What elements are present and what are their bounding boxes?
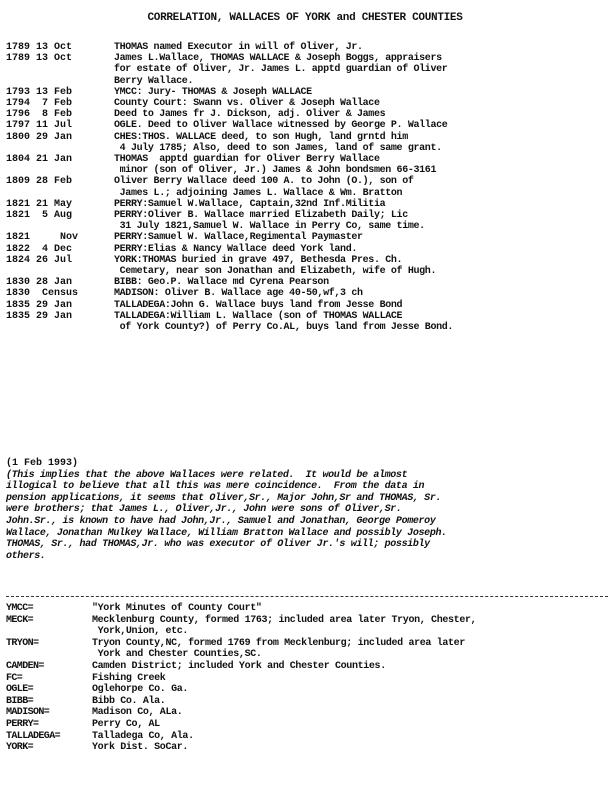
entry-date: 1789 13 Oct xyxy=(6,42,73,53)
abbreviation-row xyxy=(6,603,610,615)
abbreviation-meaning: Fishing Creek xyxy=(92,672,166,684)
document-title: CORRELATION, WALLACES OF YORK and CHESTER COUNTIES xyxy=(147,12,463,24)
chronology-entry xyxy=(6,244,606,255)
abbreviation-meaning: Madison Co, ALa. xyxy=(92,707,183,719)
entry-date: 1804 21 Jan xyxy=(6,154,73,166)
entry-text: TALLADEGA:William L. Wallace (son of THOMAS WALLACE of York County?) of Perry Co.AL, buys land from Jesse Bond. xyxy=(114,310,454,334)
entry-text: YORK:THOMAS buried in grave 497, Bethesda Pres. Ch. Cemetary, near son Jonathan and Elizabeth, wife of Hugh. xyxy=(114,254,437,278)
abbreviation-row xyxy=(6,673,610,685)
entry-date: 1824 26 Jul xyxy=(6,254,73,266)
entry-text: PERRY:Oliver B. Wallace married Elizabeth Daily; Lic 31 July 1821,Samuel W. Wallace in Perry Co, same time. xyxy=(114,210,425,233)
entry-date: 1821 5 Aug xyxy=(6,210,73,222)
chronology-entry xyxy=(6,120,606,131)
entry-text: BIBB: Geo.P. Wallace md Cyrena Pearson xyxy=(114,277,329,289)
chronology-entry xyxy=(6,311,606,333)
abbreviation-term: PERRY= xyxy=(6,718,39,730)
abbreviation-meaning: Perry Co, AL xyxy=(92,718,160,730)
chronology-entry xyxy=(6,288,606,299)
abbreviation-term: TRYON= xyxy=(6,637,39,649)
abbreviation-term: YMCC= xyxy=(6,603,34,614)
entry-text: THOMAS apptd guardian for Oliver Berry Wallace minor (son of Oliver, Jr.) James & John bondsmen 66-3161 xyxy=(114,154,437,177)
chronology-entry xyxy=(6,53,606,87)
entry-date: 1793 13 Feb xyxy=(6,86,73,98)
entry-text: MADISON: Oliver B. Wallace age 40-50,wf,3 ch xyxy=(114,288,363,300)
abbreviation-row xyxy=(6,742,610,754)
note-date: (1 Feb 1993) xyxy=(6,458,79,469)
entry-text: Deed to James fr J. Dickson, adj. Oliver & James xyxy=(114,109,386,121)
entry-date: 1796 8 Feb xyxy=(6,109,73,121)
abbreviation-row xyxy=(6,661,610,673)
abbreviation-row xyxy=(6,719,610,731)
abbreviation-term: FC= xyxy=(6,672,23,684)
abbreviation-meaning: York Dist. SoCar. xyxy=(92,742,189,754)
entry-date: 1809 28 Feb xyxy=(6,176,73,188)
entry-date: 1794 7 Feb xyxy=(6,98,73,110)
entry-date: 1830 28 Jan xyxy=(6,277,73,289)
abbreviation-meaning: Tryon County,NC, formed 1769 from Mecklenburg; included area later York and Chester Counties,SC. xyxy=(92,637,465,661)
section-divider xyxy=(6,596,608,597)
entry-text: YMCC: Jury- THOMAS & Joseph WALLACE xyxy=(114,86,312,98)
entry-text: County Court: Swann vs. Oliver & Joseph Wallace xyxy=(114,98,380,110)
entry-text: PERRY:Elias & Nancy Wallace deed York land. xyxy=(114,243,357,255)
chronology-entry xyxy=(6,42,606,53)
entry-text: Oliver Berry Wallace deed 100 A. to John (O.), son of James L.; adjoining James L. Wallace & Wm. Bratton xyxy=(114,176,414,199)
abbreviation-meaning: Talladega Co, Ala. xyxy=(92,730,194,742)
note-body: (This implies that the above Wallaces were related. It would be almost illogical to believe that all this was mere coincidence. From the data in pension applications, it seems that Oliver,Sr., Major John,Sr and THOMAS, Sr. were brothers; that James L., Oliver,Jr., John were sons of Oliver,Sr. John.Sr., is known to have had John,Jr., Samuel and Jonathan, George Pomeroy Wallace, Jonathan Mulkey Wallace, William Bratton Wallace and possibly Joseph. THOMAS, Sr., had THOMAS,Jr. who was executor of Oliver Jr.'s will; possibly others. xyxy=(6,469,447,562)
chronology-entry xyxy=(6,199,606,210)
abbreviation-meaning: Oglehorpe Co. Ga. xyxy=(92,684,189,696)
entry-text: THOMAS named Executor in will of Oliver, Jr. xyxy=(114,42,363,53)
entry-text: TALLADEGA:John G. Wallace buys land from Jesse Bond xyxy=(114,299,403,311)
entry-text: PERRY:Samuel W.Wallace, Captain,32nd Inf.Militia xyxy=(114,198,386,210)
abbreviation-row xyxy=(6,615,610,638)
chronology-entry xyxy=(6,210,606,232)
abbreviation-meaning: Bibb Co. Ala. xyxy=(92,695,166,707)
chronology-entry xyxy=(6,255,606,277)
entry-date: 1830 Census xyxy=(6,288,79,300)
entry-text: James L.Wallace, THOMAS WALLACE & Joseph Boggs, appraisers for estate of Oliver, Jr. James L. apptd guardian of Oliver Berry Wallace. xyxy=(114,53,448,87)
chronology-entry xyxy=(6,176,606,198)
abbreviation-meaning: "York Minutes of County Court" xyxy=(92,603,262,614)
entry-date: 1822 4 Dec xyxy=(6,243,73,255)
abbreviation-row xyxy=(6,731,610,743)
chronology-list xyxy=(6,42,606,333)
entry-date: 1821 Nov xyxy=(6,232,79,244)
chronology-entry xyxy=(6,132,606,154)
entry-date: 1797 11 Jul xyxy=(6,120,73,132)
entry-text: PERRY:Samuel W. Wallace,Regimental Paymaster xyxy=(114,232,363,244)
chronology-entry xyxy=(6,277,606,288)
chronology-entry xyxy=(6,154,606,176)
entry-text: CHES:THOS. WALLACE deed, to son Hugh, land grntd him 4 July 1785; Also, deed to son James, land of same grant. xyxy=(114,131,442,154)
entry-text: OGLE. Deed to Oliver Wallace witnessed by George P. Wallace xyxy=(114,120,448,132)
chronology-entry xyxy=(6,109,606,120)
abbreviation-row xyxy=(6,638,610,661)
entry-date: 1800 29 Jan xyxy=(6,131,73,143)
abbreviation-term: TALLADEGA= xyxy=(6,730,61,742)
commentary-note xyxy=(6,458,604,562)
abbreviation-term: CAMDEN= xyxy=(6,660,44,672)
abbreviation-term: BIBB= xyxy=(6,695,34,707)
entry-date: 1835 29 Jan xyxy=(6,299,73,311)
entry-date: 1835 29 Jan xyxy=(6,310,73,322)
abbreviation-meaning: Mecklenburg County, formed 1763; included area later Tryon, Chester, York,Union, etc. xyxy=(92,614,477,638)
entry-date: 1789 13 Oct xyxy=(6,53,73,65)
abbreviation-row xyxy=(6,707,610,719)
abbreviation-key xyxy=(6,603,610,754)
chronology-entry xyxy=(6,98,606,109)
abbreviation-row xyxy=(6,696,610,708)
abbreviation-term: YORK= xyxy=(6,742,34,754)
chronology-entry xyxy=(6,87,606,98)
abbreviation-row xyxy=(6,684,610,696)
abbreviation-term: MADISON= xyxy=(6,707,50,719)
abbreviation-term: OGLE= xyxy=(6,684,34,696)
entry-date: 1821 21 May xyxy=(6,198,73,210)
chronology-entry xyxy=(6,300,606,311)
abbreviation-term: MECK= xyxy=(6,614,34,626)
chronology-entry xyxy=(6,232,606,243)
abbreviation-meaning: Camden District; included York and Chester Counties. xyxy=(92,660,386,672)
